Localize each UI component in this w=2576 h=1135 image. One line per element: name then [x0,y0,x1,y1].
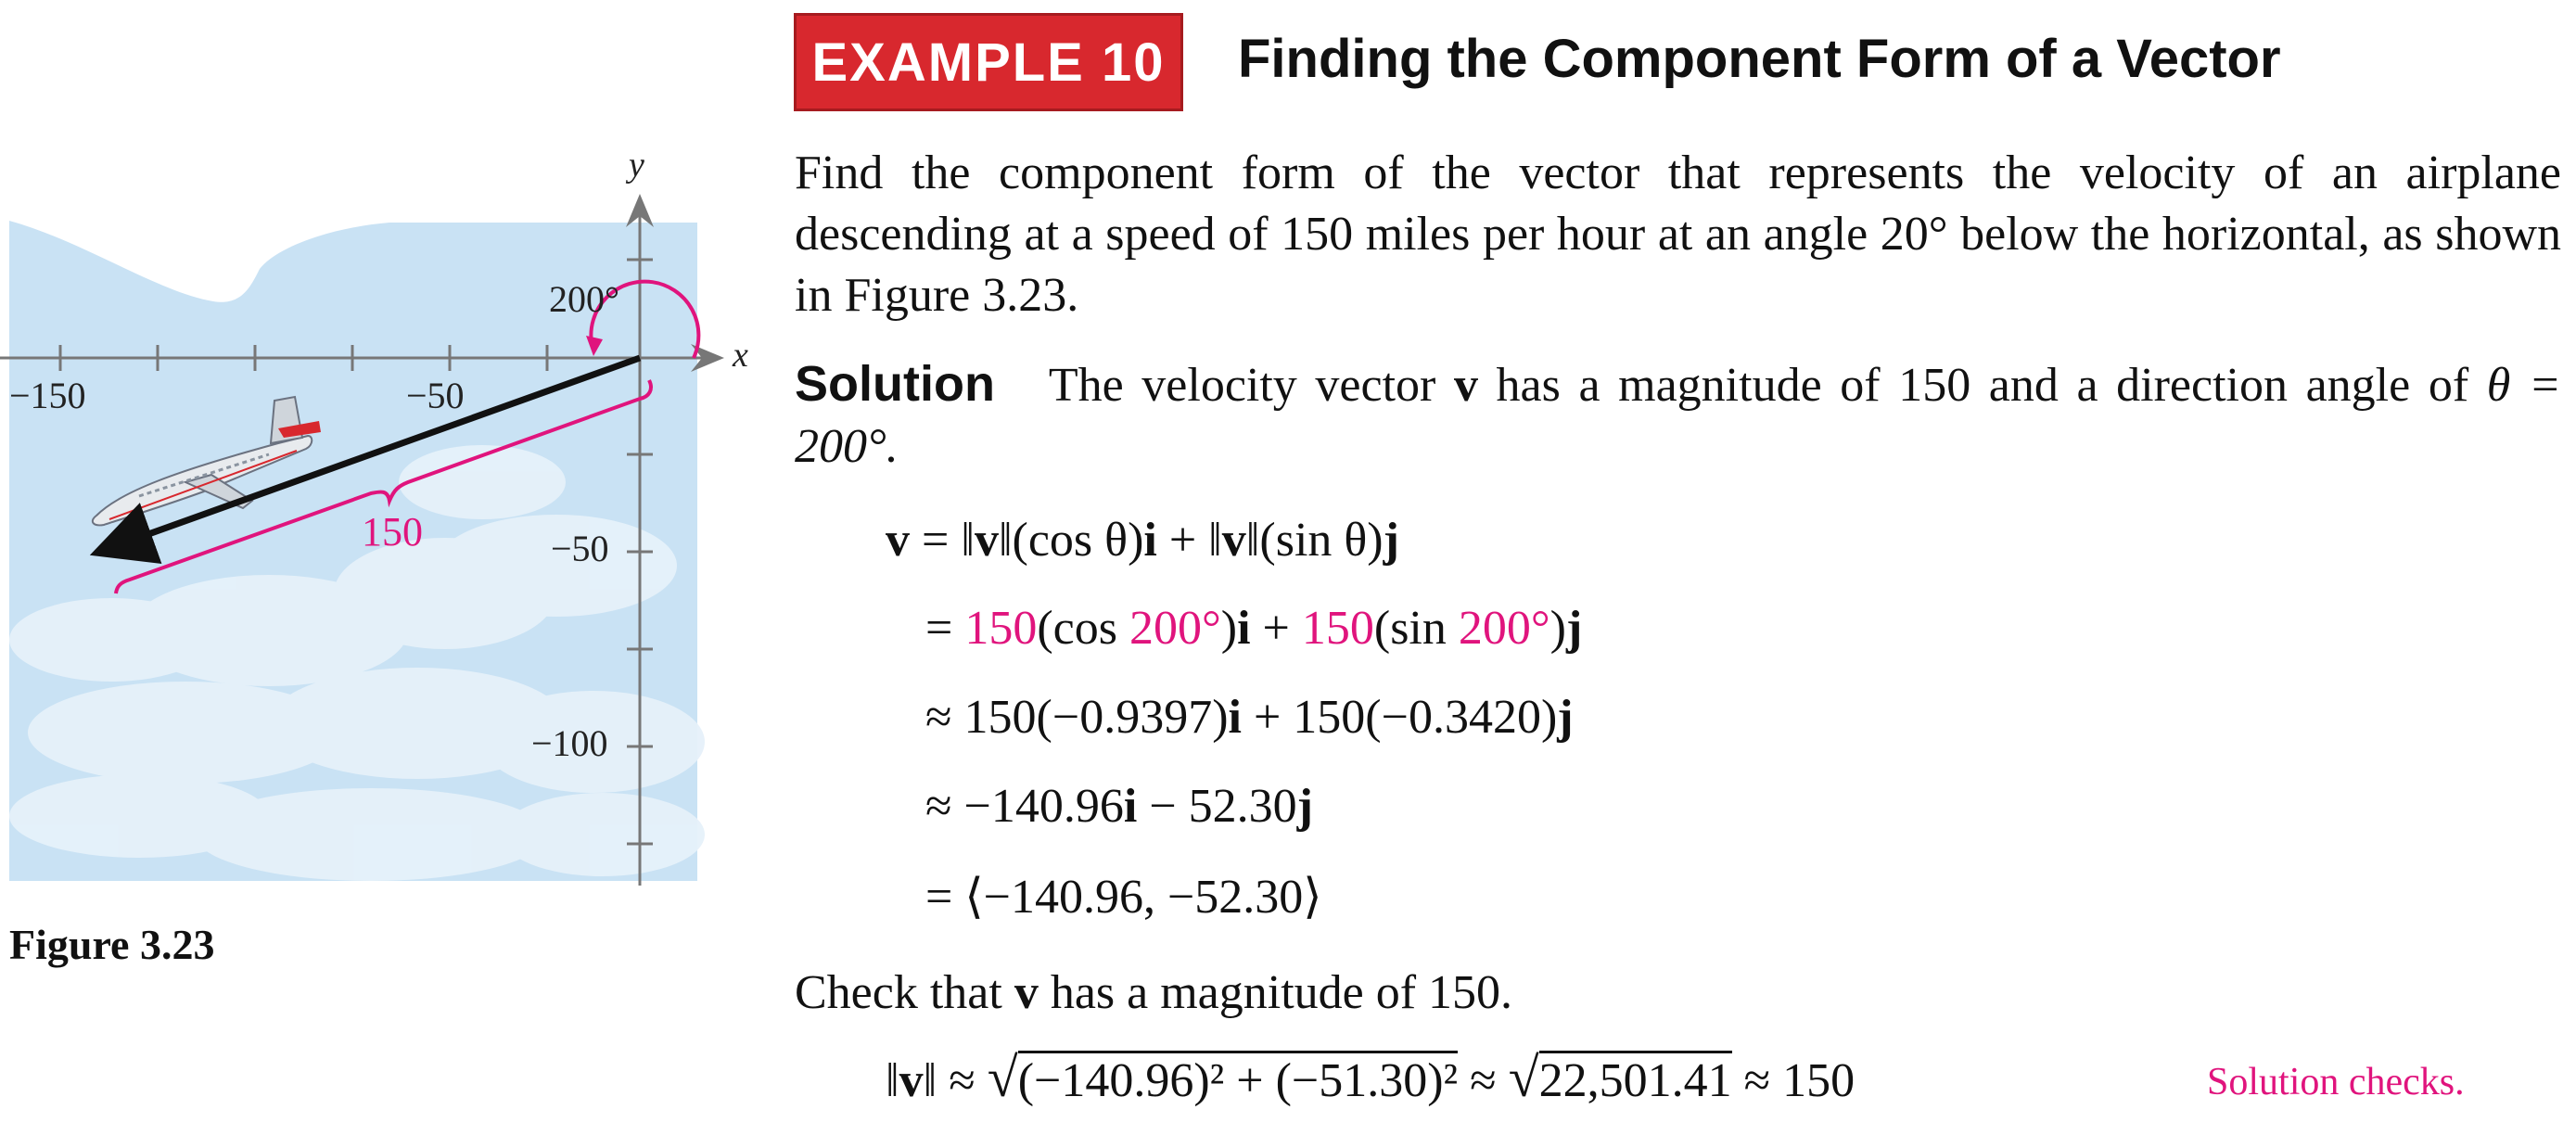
math-i: i [1237,602,1251,655]
math-line-2 [925,601,1582,657]
math-term: 150(−0.9397) [963,691,1229,744]
math-paren: ) [1549,602,1566,655]
solution-checks-note: Solution checks. [2207,1061,2465,1103]
x-tick-label-neg150: −150 [9,375,86,416]
math-v: v [899,1054,924,1107]
math-cos-term: ‖(cos θ) [998,514,1144,567]
example-badge-label: EXAMPLE 10 [811,32,1166,93]
check-post: has a magnitude of 150. [1038,966,1513,1019]
radicand-1: (−140.96)² + (−51.30)² [1018,1051,1458,1107]
x-axis-label: x [733,336,748,375]
math-term: −140.96 [963,780,1124,833]
math-angle: 200° [1458,602,1550,655]
math-line-4 [925,779,1313,835]
math-line-3 [925,690,1574,746]
solution-vector-v: v [1453,359,1478,412]
math-sin-open: (sin [1373,602,1459,655]
check-vector-v: v [1014,966,1039,1019]
radicand-2: 22,501.41 [1539,1051,1732,1107]
math-magnitude: 150 [1301,602,1374,655]
math-norm: ‖ [886,1054,899,1107]
radical-sign: √ [1508,1047,1539,1108]
math-norm: ‖ [923,1054,937,1107]
math-j: j [1296,780,1313,833]
math-i: i [1143,514,1157,567]
math-j: j [1557,691,1574,744]
check-pre: Check that [795,966,1014,1019]
math-i: i [1123,780,1138,833]
math-v: v [974,514,999,567]
magnitude-label: 150 [362,509,423,555]
math-v: v [1221,514,1246,567]
math-line-5 [925,870,1322,925]
math-i: i [1228,691,1242,744]
figure-caption: Figure 3.23 [9,921,215,968]
problem-statement: Find the component form of the vector that represents the velocity of an airplane descending at a speed of 150 miles per hour at an angle 20° below the horizontal, as shown in Figure 3.23. [795,147,2561,322]
y-tick-label-neg100: −100 [531,722,608,764]
math-eq: = [910,514,962,567]
math-magnitude: 150 [964,602,1038,655]
math-term: + 150(−0.3420) [1241,691,1558,744]
math-paren: ) [1220,602,1238,655]
solution-text-pre: The velocity vector [1048,359,1454,412]
solution-heading: Solution [795,356,995,412]
math-cos-open: (cos [1037,602,1129,655]
math-angle: 200° [1129,602,1221,655]
radical-sign: √ [987,1047,1018,1108]
solution-paragraph [795,353,2561,478]
check-statement [795,963,1512,1024]
math-sin-term: ‖(sin θ) [1245,514,1384,567]
math-v: v [886,514,910,567]
math-approx: ≈ [937,1054,988,1107]
y-tick-label-neg50: −50 [551,528,609,569]
math-eq: = [925,602,965,655]
math-plus: + [1250,602,1302,655]
example-title: Finding the Component Form of a Vector [1238,29,2281,89]
y-axis-label: y [629,146,644,185]
magnitude-check-line [886,1047,1855,1109]
solution-theta: θ = 200°. [795,359,2561,473]
figure-vector-diagram [0,139,748,909]
math-term: − 52.30 [1137,780,1297,833]
math-eq: = [925,871,965,924]
math-approx: ≈ [1458,1054,1509,1107]
math-j: j [1566,602,1583,655]
math-plus-norm: + ‖ [1156,514,1222,567]
math-component-form: ⟨−140.96, −52.30⟩ [964,871,1322,924]
math-norm: ‖ [961,514,975,567]
math-j: j [1383,514,1399,567]
example-badge [794,13,1183,111]
math-approx-result: ≈ 150 [1731,1054,1855,1107]
math-approx: ≈ [925,780,964,833]
angle-label: 200° [549,278,619,320]
solution-text-post: has a magnitude of 150 and a direction angle of [1477,359,2487,412]
math-line-1 [886,513,1399,568]
x-tick-label-neg50: −50 [406,375,465,416]
math-approx: ≈ [925,691,964,744]
